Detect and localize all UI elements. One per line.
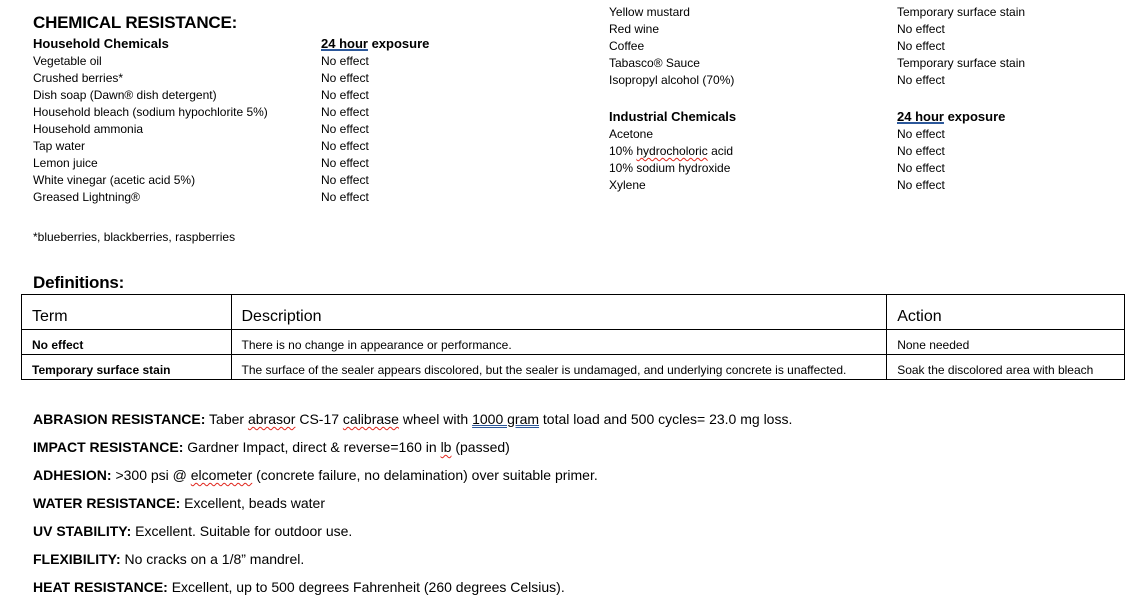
household-continued-names	[609, 4, 734, 89]
chemical-result: No effect	[321, 173, 369, 187]
table-header-row	[22, 295, 1125, 330]
chemical-result: No effect	[897, 73, 945, 87]
industrial-names	[609, 126, 733, 194]
description-cell: There is no change in appearance or performance.	[231, 330, 887, 355]
chemical-name: Greased Lightning®	[33, 190, 140, 204]
household-results	[321, 53, 369, 206]
term-cell: No effect	[22, 330, 232, 355]
heat-resistance: HEAT RESISTANCE: Excellent, up to 500 degrees Fahrenheit (260 degrees Celsius).	[33, 579, 565, 595]
chemical-name: Lemon juice	[33, 156, 98, 170]
header-action: Action	[887, 295, 1125, 330]
household-heading: Household Chemicals	[33, 36, 169, 51]
chemical-name: 10% sodium hydroxide	[609, 161, 731, 175]
chemical-result: No effect	[897, 178, 945, 192]
chemical-result: No effect	[321, 71, 369, 85]
chemical-name: Xylene	[609, 178, 646, 192]
chemical-name: Household bleach (sodium hypochlorite 5%)	[33, 105, 268, 119]
chemical-result: No effect	[321, 54, 369, 68]
chemical-name: Yellow mustard	[609, 5, 690, 19]
chemical-name: Household ammonia	[33, 122, 144, 136]
property-label: ADHESION:	[33, 467, 112, 483]
chemical-result: No effect	[897, 22, 945, 36]
definitions-title: Definitions:	[33, 273, 125, 292]
chemical-name: Tap water	[33, 139, 86, 153]
header-description: Description	[231, 295, 887, 330]
spellcheck-flagged-word: elcometer	[190, 467, 253, 483]
property-label: HEAT RESISTANCE:	[33, 579, 168, 595]
chemical-name: Tabasco® Sauce	[609, 56, 700, 70]
chemical-resistance-title: CHEMICAL RESISTANCE:	[33, 13, 238, 32]
chemical-name: Coffee	[609, 39, 645, 53]
spellcheck-flagged-word: hydrocholoric	[636, 144, 708, 158]
property-label: IMPACT RESISTANCE:	[33, 439, 184, 455]
spellcheck-flagged-word: calibrase	[342, 411, 399, 427]
footnote: *blueberries, blackberries, raspberries	[33, 230, 236, 244]
chemical-name: Crushed berries*	[33, 71, 124, 85]
chemical-result: No effect	[897, 144, 945, 158]
uv-stability: UV STABILITY: Excellent. Suitable for outdoor use.	[33, 523, 353, 539]
abrasion-resistance: ABRASION RESISTANCE: Taber abrasor CS-17 calibrase wheel with 1000 gram total load and 500 cycles= 23.0 mg loss.	[33, 411, 793, 427]
impact-resistance: IMPACT RESISTANCE: Gardner Impact, direct & reverse=160 in lb (passed)	[33, 439, 510, 455]
chemical-result: No effect	[897, 39, 945, 53]
chemical-name: 10% hydrocholoric acid	[609, 144, 734, 158]
action-cell: Soak the discolored area with bleach	[887, 355, 1125, 380]
chemical-result: Temporary surface stain	[897, 56, 1026, 70]
action-cell: None needed	[887, 330, 1125, 355]
chemical-result: No effect	[321, 156, 369, 170]
adhesion: ADHESION: >300 psi @ elcometer (concrete failure, no delamination) over suitable primer.	[33, 467, 598, 483]
chemical-name: Vegetable oil	[33, 54, 102, 68]
exposure-underlined: 24 hour	[897, 109, 944, 124]
chemical-result: No effect	[321, 88, 369, 102]
chemical-name: Isopropyl alcohol (70%)	[609, 73, 735, 87]
definitions-table	[21, 294, 1125, 380]
property-label: WATER RESISTANCE:	[33, 495, 181, 511]
table-row	[22, 330, 1125, 355]
chemical-result: No effect	[321, 122, 369, 136]
chemical-name: Acetone	[609, 127, 654, 141]
chemical-name: Dish soap (Dawn® dish detergent)	[33, 88, 217, 102]
spellcheck-flagged-word: abrasor	[247, 411, 296, 427]
spellcheck-flagged-word: lb	[440, 439, 452, 455]
chemical-name: Red wine	[609, 22, 660, 36]
industrial-results	[897, 126, 945, 194]
chemical-result: No effect	[321, 190, 369, 204]
flexibility: FLEXIBILITY: No cracks on a 1/8” mandrel.	[33, 551, 305, 567]
chemical-result: No effect	[897, 161, 945, 175]
household-exposure-heading: 24 hour exposure	[321, 36, 430, 51]
description-cell: The surface of the sealer appears discolored, but the sealer is undamaged, and underlying concrete is unaffected.	[231, 355, 887, 380]
water-resistance: WATER RESISTANCE: Excellent, beads water	[33, 495, 326, 511]
grammar-flagged-phrase: 1000 gram	[472, 411, 540, 427]
industrial-heading: Industrial Chemicals	[609, 109, 737, 124]
chemical-result: No effect	[897, 127, 945, 141]
chemical-result: Temporary surface stain	[897, 5, 1026, 19]
property-label: UV STABILITY:	[33, 523, 132, 539]
industrial-exposure-heading: 24 hour exposure	[897, 109, 1006, 124]
property-label: FLEXIBILITY:	[33, 551, 121, 567]
property-label: ABRASION RESISTANCE:	[33, 411, 206, 427]
chemical-name: White vinegar (acetic acid 5%)	[33, 173, 196, 187]
chemical-result: No effect	[321, 139, 369, 153]
exposure-underlined: 24 hour	[321, 36, 368, 51]
chemical-result: No effect	[321, 105, 369, 119]
header-term: Term	[22, 295, 232, 330]
household-continued-results	[897, 4, 1025, 89]
table-row	[22, 355, 1125, 380]
term-cell: Temporary surface stain	[22, 355, 232, 380]
household-names	[33, 53, 268, 206]
